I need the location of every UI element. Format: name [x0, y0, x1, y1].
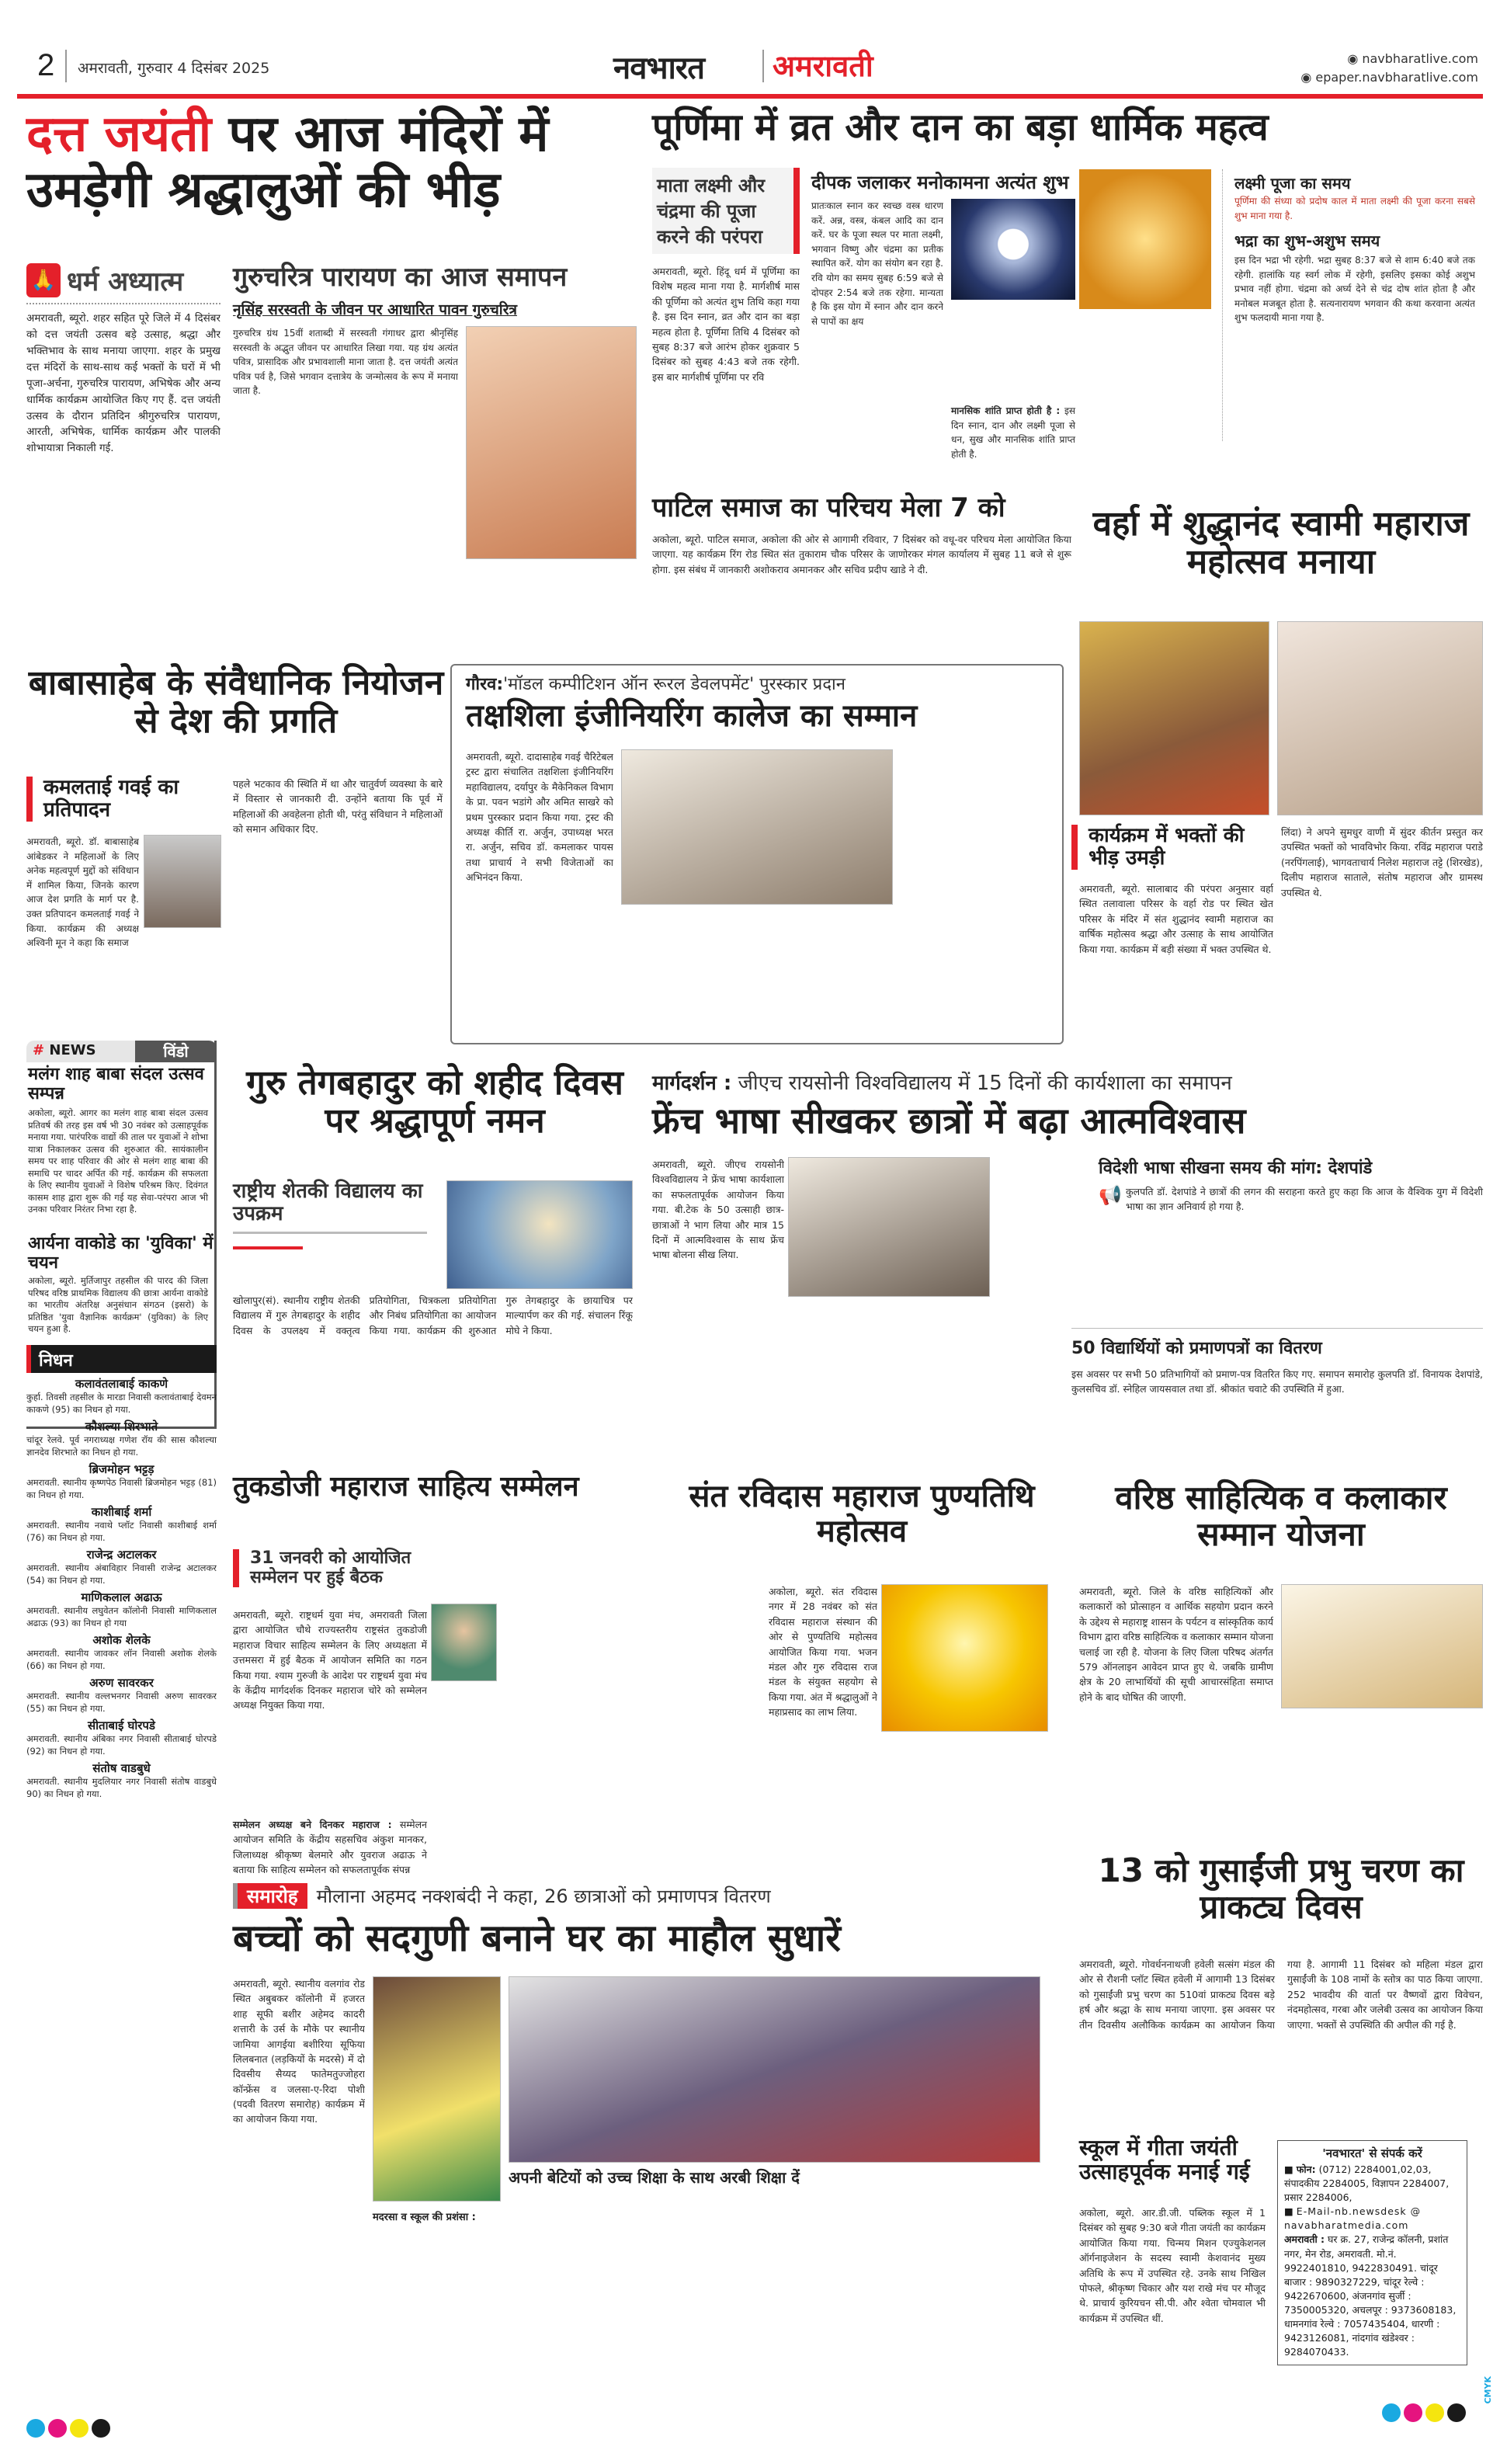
masthead-divider — [762, 50, 764, 82]
tukdoji-body: अमरावती, ब्यूरो. राष्ट्रधर्म युवा मंच, अमरावती जिला द्वारा आयोजित चौथे राज्यस्तरीय राष्ट्रसंत तुकडोजी महाराज विचार साहित्य सम्मेलन के लिए अध्यक्षता में उत्तमसरा में हुई बैठक में आयोजन समिति का गठन किया गया. श्याम गुरुजी के आदेश पर राष्ट्रधर्म युवा मंच के केंद्रीय मार्गदर्शक दिनकर महाराज चोरे को सम्मेलन अध्यक्ष नियुक्त किया गया. — [233, 1609, 427, 1712]
madrasa-head: मदरसा व स्कूल की प्रशंसा : — [373, 2212, 476, 2223]
babasaheb-headline: बाबासाहेब के संवैधानिक नियोजन से देश की प्रगति — [28, 663, 444, 742]
red-underline — [233, 1246, 303, 1249]
obituary-item — [26, 1590, 217, 1629]
obituary-item — [26, 1376, 217, 1416]
french-kicker: मार्गदर्शन : जीएच रायसोनी विश्वविद्यालय में 15 दिनों की कार्यशाला का समापन — [652, 1072, 1232, 1095]
obituary-item — [26, 1632, 217, 1672]
purnima-sidehead: माता लक्ष्मी और चंद्रमा की पूजा करने की परंपरा — [652, 168, 800, 254]
masthead-divider — [65, 50, 67, 82]
obituary-name: अशोक शेलके — [92, 1633, 151, 1648]
certificate-body: इस अवसर पर सभी 50 प्रतिभागियों को प्रमाण-पत्र वितरित किए गए. समापन समारोह कुलपति डॉ. विनायक देशपांडे, कुलसचिव डॉ. स्नेहिल जायसवाल तथा डॉ. श्रीकांत चवाटे की उपस्थिति में हुआ. — [1071, 1368, 1483, 1395]
sant-ravidas-image — [881, 1584, 1048, 1732]
shuddhanand-photo-1 — [1079, 621, 1269, 815]
gathering-photo — [509, 1976, 1040, 2163]
patil-headline: पाटिल समाज का परिचय मेला 7 को — [652, 492, 1005, 523]
tukdoji-sidehead: 31 जनवरी को आयोजित सम्मेलन पर हुई बैठक — [233, 1549, 435, 1587]
purnima-headline: पूर्णिमा में व्रत और दान का बड़ा धार्मिक महत्व — [652, 106, 1269, 149]
obituary-item — [26, 1547, 217, 1586]
epaper-link[interactable]: ◉ epaper.navbharatlive.com — [1300, 70, 1478, 85]
section-label: 🙏 धर्म अध्यात्म — [26, 262, 220, 304]
registration-dot — [1447, 2403, 1466, 2422]
gita-headline: स्कूल में गीता जयंती उत्साहपूर्वक मनाई गई — [1079, 2135, 1250, 2185]
hash-icon: # — [33, 1042, 45, 1058]
obituary-name: सीताबाई घोरपडे — [88, 1719, 155, 1733]
obituary-name: राजेन्द्र अटालकर — [86, 1548, 157, 1562]
purnima-body: अमरावती, ब्यूरो. हिंदू धर्म में पूर्णिमा का विशेष महत्व माना गया है. मार्गशीर्ष मास की पूर्णिमा को अत्यंत शुभ तिथि कहा गया है. इस दिन स्नान, व्रत और दान का बड़ा महत्व होता है. पूर्णिमा तिथि 4 दिसंबर को सुबह 8:37 बजे आरंभ होकर शुक्रवार 5 दिसंबर को सुबह 4:43 बजे तक रहेगी. इस बार मार्गशीर्ष पूर्णिमा पर रवि — [652, 266, 800, 383]
moon-photo — [951, 199, 1075, 300]
french-side-body: कुलपति डॉ. देशपांडे ने छात्रों की लगन की सराहना करते हुए कहा कि आज के वैश्विक युग में विदेशी भाषा का ज्ञान अनिवार्य हो गया है. — [1126, 1186, 1483, 1213]
lead-sub-body: गुरुचरित्र ग्रंथ 15वीं शताब्दी में सरस्वती गंगाधर द्वारा श्रीनृसिंह सरस्वती के अद्भुत जीवन पर आधारित लिखा गया. यह ग्रंथ अत्यंत पवित्र, प्रासादिक और प्रभावशाली माना जाता है. दत्त जयंती अत्यंत पवित्र पर्व है, जिसे भगवान दत्तात्रेय के जन्मोत्सव के रूप में मनाया जाता है. — [233, 328, 458, 397]
shuddhanand-photo-2 — [1277, 621, 1483, 815]
bhadra-body: इस दिन भद्रा भी रहेगी. भद्रा सुबह 8:37 बजे से शाम 6:40 बजे तक रहेगी. हालांकि यह स्वर्ग लोक में रहेगी, इसलिए इसका कोई अशुभ प्रभाव नहीं होगा. चंद्रमा को अर्घ्य देने से चंद्र दोष शांत होता है और मनोबल मजबूत होता है. सत्यनारायण भगवान की कथा करवाना अत्यंत शुभ फलदायी माना गया है. — [1234, 255, 1475, 324]
babasaheb-body: अमरावती, ब्यूरो. डॉ. बाबासाहेब आंबेडकर ने महिलाओं के लिए अनेक महत्वपूर्ण मुद्दों को संविधान में शामिल किया, जिनके कारण आज देश प्रगति के मार्ग पर है. उक्त प्रतिपादन कमलताई गवई ने किया. कार्यक्रम की अध्यक्ष अश्विनी मून ने कहा कि समाज — [26, 836, 139, 949]
email-link[interactable]: E-Mail-nb.newsdesk @ navabharatmedia.com — [1284, 2205, 1422, 2232]
megaphone-icon: 📢 — [1099, 1184, 1122, 1206]
babasaheb-body-2: पहले भटकाव की स्थिति में था और चातुर्वर्ण व्यवस्था के बारे में विस्तार से जानकारी दी. उन्होंने बताया कि पूर्व में महिलाओं की अवहेलना होती थी, परंतु संविधान ने महिलाओं को समान अधिकार दिए. — [233, 778, 443, 836]
news-item-body: अकोला, ब्यूरो. मुर्तिजापुर तहसील की पारद की जिला परिषद वरिष्ठ प्राथमिक विद्यालय की छात्रा आर्यना वाकोडे का भारतीय अंतरिक्ष अनुसंधान संगठन (इसरो) के प्रतिष्ठित 'युवा वैज्ञानिक कार्यक्रम' (युविका) के लिए चयन हुआ है. — [28, 1275, 208, 1335]
column-divider — [1222, 169, 1223, 441]
patil-body: अकोला, ब्यूरो. पाटिल समाज, अकोला की ओर से आगामी रविवार, 7 दिसंबर को वधू-वर परिचय मेला आयोजित किया जाएगा. यह कार्यक्रम रिंग रोड स्थित संत तुकाराम चौक परिसर के जाणोरकर मंगल कार्यालय में सुबह 11 बजे से शुरू होगा. इस संबंध में जानकारी अशोकराव अमानकर और सचिव प्रदीप खाडे ने दी. — [652, 533, 1071, 575]
takshashila-headline: तक्षशिला इंजीनियरिंग कालेज का सम्मान — [466, 698, 918, 734]
obituary-title: निधन — [26, 1345, 217, 1373]
obituary-item — [26, 1718, 217, 1757]
obituary-item — [26, 1419, 217, 1458]
registration-dot — [92, 2419, 110, 2438]
shuddhanand-sidehead: कार्यक्रम में भक्तों की भीड़ उमड़ी — [1071, 825, 1258, 870]
registration-dot — [1382, 2403, 1401, 2422]
obituary-text: अमरावती. स्थानीय अंबाविहार निवासी राजेन्द्र अटालकर (54) का निधन हो गया. — [26, 1562, 217, 1586]
french-sidehead: विदेशी भाषा सीखना समय की मांग: देशपांडे — [1099, 1159, 1373, 1178]
ravidas-headline: संत रविदास महाराज पुण्यतिथि महोत्सव — [689, 1479, 1035, 1549]
registration-dot — [48, 2419, 67, 2438]
obituary-text: अमरावती. स्थानीय मुदलियार नगर निवासी संतोष वाडबुधे 90) का निधन हो गया. — [26, 1776, 217, 1799]
gita-body: अकोला, ब्यूरो. आर.डी.जी. पब्लिक स्कूल में 1 दिसंबर को सुबह 9:30 बजे गीता जयंती का कार्यक्रम आयोजित किया गया. चिन्मय मिशन एज्युकेशनल ऑर्गनाइजेशन के सदस्य स्वामी केशवानंद मुख्य अतिथि के रूप में उपस्थित रहे. उनके साथ निखिल पोफले, श्रीकृष्ण चिकार और यश राखे मंच पर मौजूद थे. प्राचार्य कुरियचन सी.पी. और श्वेता चोमवाल भी कार्यक्रम में उपस्थित थीं. — [1079, 2207, 1266, 2324]
globe-icon: ◉ — [1300, 70, 1316, 85]
tegbahadur-body: खोलापुर(सं). स्थानीय राष्ट्रीय शेतकी विद्यालय में गुरु तेगबहादुर के शहीद दिवस के उपलक्ष्य में वक्तृत्व प्रतियोगिता, चित्रकला प्रतियोगिता और निबंध प्रतियोगिता का आयोजन किया गया. कार्यक्रम की शुरुआत गुरु तेगबहादुर के छायाचित्र पर माल्यार्पण कर की गई. संचालन रिंकू मोघे ने किया. — [233, 1295, 633, 1336]
obituary-list — [26, 1376, 217, 1803]
obituary-name: ब्रिजमोहन भट्टड़ — [89, 1462, 155, 1477]
registration-dot — [26, 2419, 45, 2438]
shanti-paragraph: मानसिक शांति प्राप्त होती है : इस दिन स्नान, दान और लक्ष्मी पूजा से धन, सुख और मानसिक शांति प्राप्त होती है. — [951, 405, 1075, 460]
news-window-tag: # NEWS विंडो — [26, 1041, 217, 1062]
obituary-item — [26, 1461, 217, 1501]
obituary-text: अमरावती. स्थानीय नवाथे प्लॉट निवासी काशीबाई शर्मा (76) का निधन हो गया. — [26, 1520, 217, 1543]
news-item-headline: मलंग शाह बाबा संदल उत्सव सम्पन्न — [28, 1065, 204, 1103]
contact-box: 'नवभारत' से संपर्क करें ■ फोन: (0712) 2284001,02,03, संपादकीय 2284005, विज्ञापन 2284007, प्रसार 2284006, ■ E-Mail-nb.newsdesk @ navabharatmedia.com अमरावती : घर क्र. 27, राजेन्द्र कॉलनी, प्रशांत नगर, मेन रोड, अमरावती. मो.नं. 9922401810, 9422830491. चांदूर बाजार : 9890327229, चांदूर रेल्वे : 9422670600, अंजनगांव सुर्जी : 7350005320, अचलपूर : 9373608183, धामनगांव रेल्वे : 7057435404, धारणी : 9423126081, नांदगांव खंडेश्वर : 9284070433. — [1277, 2140, 1467, 2365]
obituary-text: अमरावती. स्थानीय वल्लभनगर निवासी अरुण सावरकर (55) का निधन हो गया. — [26, 1691, 217, 1714]
tukdoji-bold-para: सम्मेलन अध्यक्ष बने दिनकर महाराज : सम्मेलन आयोजन समिति के केंद्रीय सहसचिव अंकुश मानकर, जिलाध्यक्ष श्रीकृष्ण बेलमारे और युवराज अढाऊ ने बताया कि साहित्य सम्मेलन को सफलतापूर्वक संपन्न — [233, 1819, 427, 1876]
obituary-text: चांदूर रेलवे. पूर्व नगराध्यक्ष गणेश रॉय की सास कौशल्या ज्ञानदेव शिरभाते का निधन हो गया. — [26, 1434, 217, 1458]
kamaltai-gawai-photo — [144, 835, 221, 928]
folded-hands-icon: 🙏 — [26, 263, 61, 297]
bullet-icon: ■ — [1284, 2205, 1297, 2218]
obituary-name: कलावंतलाबाई काकणे — [75, 1377, 168, 1391]
deepak-body: प्रातःकाल स्नान कर स्वच्छ वस्त्र धारण करें. अन्न, वस्त्र, कंबल आदि का दान करें. घर के पूजा स्थल पर माता लक्ष्मी, भगवान विष्णु और चंद्रमा का प्रतीक स्थापित करें. योग का संयोग बन रहा है. रवि योग का समय सुबह 6:59 बजे से दोपहर 2:54 बजे तक रहेगा. मान्यता है कि इस योग में स्नान और दान करने से पापों का क्षय — [811, 200, 943, 327]
lakshmi-head: लक्ष्मी पूजा का समय — [1234, 174, 1351, 193]
registration-dot — [1425, 2403, 1444, 2422]
art-instruments-image — [1281, 1584, 1483, 1708]
divider — [1071, 1328, 1483, 1329]
lead-subsubheadline: नृसिंह सरस्वती के जीवन पर आधारित पावन गुरुचरित्र — [233, 301, 517, 318]
page-number: 2 — [37, 48, 55, 82]
lead-headline: दत्त जयंती पर आज मंदिरों में उमड़ेगी श्रद्धालुओं की भीड़ — [26, 106, 549, 219]
samaroh-headline: बच्चों को सदगुणी बनाने घर का माहौल सुधारें — [233, 1917, 841, 1960]
obituary-name: कौशल्या शिरभाते — [85, 1420, 158, 1434]
workshop-photo — [788, 1157, 990, 1297]
guru-charitra-photo — [466, 326, 637, 559]
guru-tegbahadur-image — [446, 1180, 633, 1289]
edition-city: अमरावती — [773, 49, 873, 83]
kalakar-headline: वरिष्ठ साहित्यिक व कलाकार सम्मान योजना — [1115, 1479, 1447, 1554]
cmyk-registration-marks — [1382, 2403, 1466, 2422]
news-item-headline: आर्यना वाकोडे का 'युविका' में चयन — [28, 1234, 214, 1273]
tegbahadur-headline: गुरु तेगबहादुर को शहीद दिवस पर श्रद्धापूर्ण नमन — [246, 1063, 623, 1142]
lakshmi-photo — [1079, 169, 1211, 309]
lead-subheadline: गुरुचरित्र पारायण का आज समापन — [233, 262, 568, 293]
tukdoji-photo — [431, 1604, 497, 1681]
obituary-text: अमरावती. स्थानीय कृष्णपेठ निवासी ब्रिजमोहन भट्टड़ (81) का निधन हो गया. — [26, 1477, 217, 1500]
gusaiji-body: अमरावती, ब्यूरो. गोवर्धननाथजी हवेली सत्संग मंडल की ओर से रौशनी प्लॉट स्थित हवेली में आगामी 13 दिसंबर को गुसाईंजी प्रभु चरण का 510वां प्राकट्य दिवस बड़े हर्ष और श्रद्धा के साथ मनाया जाएगा. इस अवसर पर तीन दिवसीय अलौकिक कार्यक्रम का आयोजन किया गया है. आगामी 11 दिसंबर को महिला मंडल द्वारा गुसाईंजी के 108 नामों के स्तोत्र का पाठ किया जाएगा. 252 भावदीय की वार्ता पर वैष्णवों द्वारा विवेचन, नंदमहोत्सव, गरबा और जलेबी उत्सव का आयोजन किया जाएगा. भक्तों से उपस्थिति की अपील की गई है. — [1079, 1958, 1483, 2031]
ravidas-body: अकोला, ब्यूरो. संत रविदास नगर में 28 नवंबर को संत रविदास महाराज संस्थान की ओर से पुण्यतिथि महोत्सव आयोजित किया गया. भजन मंडल और गुरु रविदास राज मंडल के संयुक्त सहयोग से किया गया. अंत में श्रद्धालुओं ने महाप्रसाद का लाभ लिया. — [769, 1586, 877, 1718]
registration-dot — [70, 2419, 89, 2438]
obituary-name: अरुण सावरकर — [89, 1676, 154, 1691]
lead-body: अमरावती, ब्यूरो. शहर सहित पूरे जिले में 4 दिसंबर को दत्त जयंती उत्सव बड़े उत्साह, श्रद्धा और भक्तिभाव के साथ मनाया जाएगा. शहर के प्रमुख दत्त मंदिरों के साथ-साथ कई भक्तों के घरों में भी पूजा-अर्चना, गुरुचरित्र पारायण, अभिषेक और अन्य धार्मिक कार्यक्रम आयोजित किए गए हैं. दत्त जयंती उत्सव के दौरान प्रतिदिन श्रीगुरुचरित्र पारायण, आरती, अभिषेक, धार्मिक कार्यक्रम और पालकी शोभायात्रा निकाली गई. — [26, 312, 220, 455]
newspaper-logo: नवभारत — [613, 50, 705, 86]
registration-dot — [1404, 2403, 1422, 2422]
obituary-text: अमरावती. स्थानीय जावकर लॉन निवासी अशोक शेलके (66) का निधन हो गया. — [26, 1648, 217, 1671]
globe-icon: ◉ — [1347, 51, 1363, 66]
masthead-rule — [17, 94, 1483, 99]
cmyk-registration-marks — [26, 2419, 110, 2438]
takshashila-kicker: गौरव:'मॉडल कम्पीटिशन ऑन रूरल डेवलपमेंट' पुरस्कार प्रदान — [466, 675, 845, 694]
obituary-text: कुर्हा. तिवसी तहसील के मारडा निवासी कलावंताबाई देवमन काकणे (95) का निधन हो गया. — [26, 1392, 217, 1415]
obituary-text: अमरावती. स्थानीय अंबिका नगर निवासी सीताबाई घोरपडे (92) का निधन हो गया. — [26, 1733, 217, 1757]
takshashila-body: अमरावती, ब्यूरो. दादासाहेब गवई चैरिटेबल ट्रस्ट द्वारा संचालित तक्षशिला इंजीनियरिंग महाविद्यालय, दर्यापुर के मैकेनिकल विभाग के प्रा. पवन भडांगे और अमित साखरे को प्रथम पुरस्कार प्रदान किया गया. ट्रस्ट की अध्यक्ष कीर्ति रा. अर्जुन, उपाध्यक्ष भरत रा. अर्जुन, सचिव डॉ. कमलाकर पायस तथा प्राचार्य ने सभी विजेताओं का अभिनंदन किया. — [466, 751, 613, 883]
tukdoji-headline: तुकडोजी महाराज साहित्य सम्मेलन — [233, 1471, 579, 1503]
maulana-photo — [373, 1976, 501, 2202]
babasaheb-sidehead: कमलताई गवई का प्रतिपादन — [26, 777, 220, 822]
shuddhanand-body-2: लिंदा) ने अपने सुमधुर वाणी में सुंदर कीर्तन प्रस्तुत कर उपस्थित भक्तों को भावविभोर किया. रविंद्र महाराज पराडे (नरपिंगलाई), भागवताचार्य निलेश महाराज तट्टे (शिरखेड), दिलीप महाराज साताले, संतोष महाराज और ग्रामस्थ उपस्थित थे. — [1281, 826, 1483, 898]
obituary-name: काशीबाई शर्मा — [91, 1505, 152, 1520]
samaroh-body: अमरावती, ब्यूरो. स्थानीय वलगांव रोड स्थित अबुबकर कॉलोनी में हजरत शाह सूफी बशीर अहेमद कादरी शत्तारी के उर्स के मौके पर स्थानीय जामिया आगईया बशीरिया सूफिया लिलबनात (लड़कियों के मदरसे) में दो दिवसीय सैय्यद फातेमतुज्जोहरा कॉन्फ्रेंस व जलसा-ए-रिदा पोशी (पदवी वितरण समारोह) कार्यक्रम में का आयोजन किया गया. — [233, 1978, 365, 2125]
lakshmi-body: पूर्णिमा की संध्या को प्रदोष काल में माता लक्ष्मी की पूजा करना सबसे शुभ माना गया है. — [1234, 196, 1475, 221]
samaroh-kicker: समारोह मौलाना अहमद नक्शबंदी ने कहा, 26 छात्राओं को प्रमाणपत्र वितरण — [233, 1883, 1048, 1909]
obituary-text: अमरावती. स्थानीय लघुवेतन कॉलोनी निवासी माणिकलाल अढाऊ (93) का निधन हो गया — [26, 1605, 217, 1628]
news-item-body: अकोला, ब्यूरो. आगर का मलंग शाह बाबा संदल उत्सव प्रतिवर्ष की तरह इस वर्ष भी 30 नवंबर को उत्साहपूर्वक मनाया गया. पारंपरिक वाद्यों की ताल पर युवाओं ने शोभा यात्रा निकालकर उत्सव की शुरुआत की. सायंकालीन समय पर शाह परिवार की ओर से मलंग शाह बाबा की समाधि पर चादर अर्पित की गई. कार्यक्रम की सफलता के लिए स्थानीय युवाओं ने विशेष परिश्रम किए. दिवंगत कासम शाह द्वारा शुरू की गई यह सेवा-परंपरा आज भी उनका परिवार निरंतर निभा रहा है. — [28, 1107, 208, 1215]
french-body: अमरावती, ब्यूरो. जीएच रायसोनी विश्वविद्यालय ने फ्रेंच भाषा कार्यशाला का सफलतापूर्वक आयोजन किया गया. बी.टेक के 50 उत्साही छात्र-छात्राओं ने भाग लिया और मात्र 15 दिनों में आत्मविश्वास के साथ फ्रेंच भाषा बोलना सीख लिया. — [652, 1159, 784, 1261]
obituary-item — [26, 1760, 217, 1800]
obituary-item — [26, 1504, 217, 1544]
gathering-caption: अपनी बेटियों को उच्च शिक्षा के साथ अरबी शिक्षा दें — [509, 2168, 800, 2187]
shuddhanand-body: अमरावती, ब्यूरो. सालाबाद की परंपरा अनुसार वर्हा स्थित तलावाला परिसर के वर्हा रोड पर स्थित खेत परिसर के मंदिर में संत शुद्धानंद स्वामी महाराज का वार्षिक महोत्सव श्रद्धा और उत्साह के साथ आयोजित किया गया. कार्यक्रम में बड़ी संख्या में भक्त उपस्थित थे. — [1079, 883, 1273, 955]
website-link[interactable]: ◉ navbharatlive.com — [1347, 51, 1478, 66]
obituary-item — [26, 1675, 217, 1715]
french-headline: फ्रेंच भाषा सीखकर छात्रों में बढ़ा आत्मविश्वास — [652, 1100, 1246, 1142]
obituary-name: माणिकलाल अढाऊ — [81, 1590, 162, 1605]
kalakar-body: अमरावती, ब्यूरो. जिले के वरिष्ठ साहित्यिकों और कलाकारों को प्रोत्साहन व आर्थिक सहयोग प्रदान करने के उद्देश्य से महाराष्ट्र शासन के पर्यटन व सांस्कृतिक कार्य विभाग द्वारा वरिष्ठ साहित्यिक व कलाकार सम्मान योजना चलाई जा रही है. योजना के लिए जिला परिषद अंतर्गत 579 ऑनलाइन आवेदन प्राप्त हुए थे. जबकि ग्रामीण क्षेत्र के 20 लाभार्थियों की सूची आचारसंहिता समाप्त होने के बाद घोषित की जाएगी. — [1079, 1586, 1273, 1703]
cmyk-label: CMYK — [1483, 2376, 1493, 2404]
award-photo — [621, 749, 893, 905]
obituary-name: संतोष वाडबुधे — [92, 1761, 151, 1776]
shuddhanand-headline: वर्हा में शुद्धानंद स्वामी महाराज महोत्सव मनाया — [1092, 504, 1470, 582]
gusaiji-headline: 13 को गुसाईंजी प्रभु चरण का प्राकट्य दिवस — [1098, 1851, 1464, 1927]
deepak-head: दीपक जलाकर मनोकामना अत्यंत शुभ — [811, 172, 1069, 193]
tegbahadur-sidehead: राष्ट्रीय शेतकी विद्यालय का उपक्रम — [233, 1180, 427, 1234]
bullet-icon: ■ — [1284, 2163, 1297, 2175]
edition-date: अमरावती, गुरुवार 4 दिसंबर 2025 — [78, 60, 270, 77]
bhadra-head: भद्रा का शुभ-अशुभ समय — [1234, 231, 1380, 250]
certificate-head: 50 विद्यार्थियों को प्रमाणपत्रों का वितरण — [1071, 1339, 1322, 1358]
